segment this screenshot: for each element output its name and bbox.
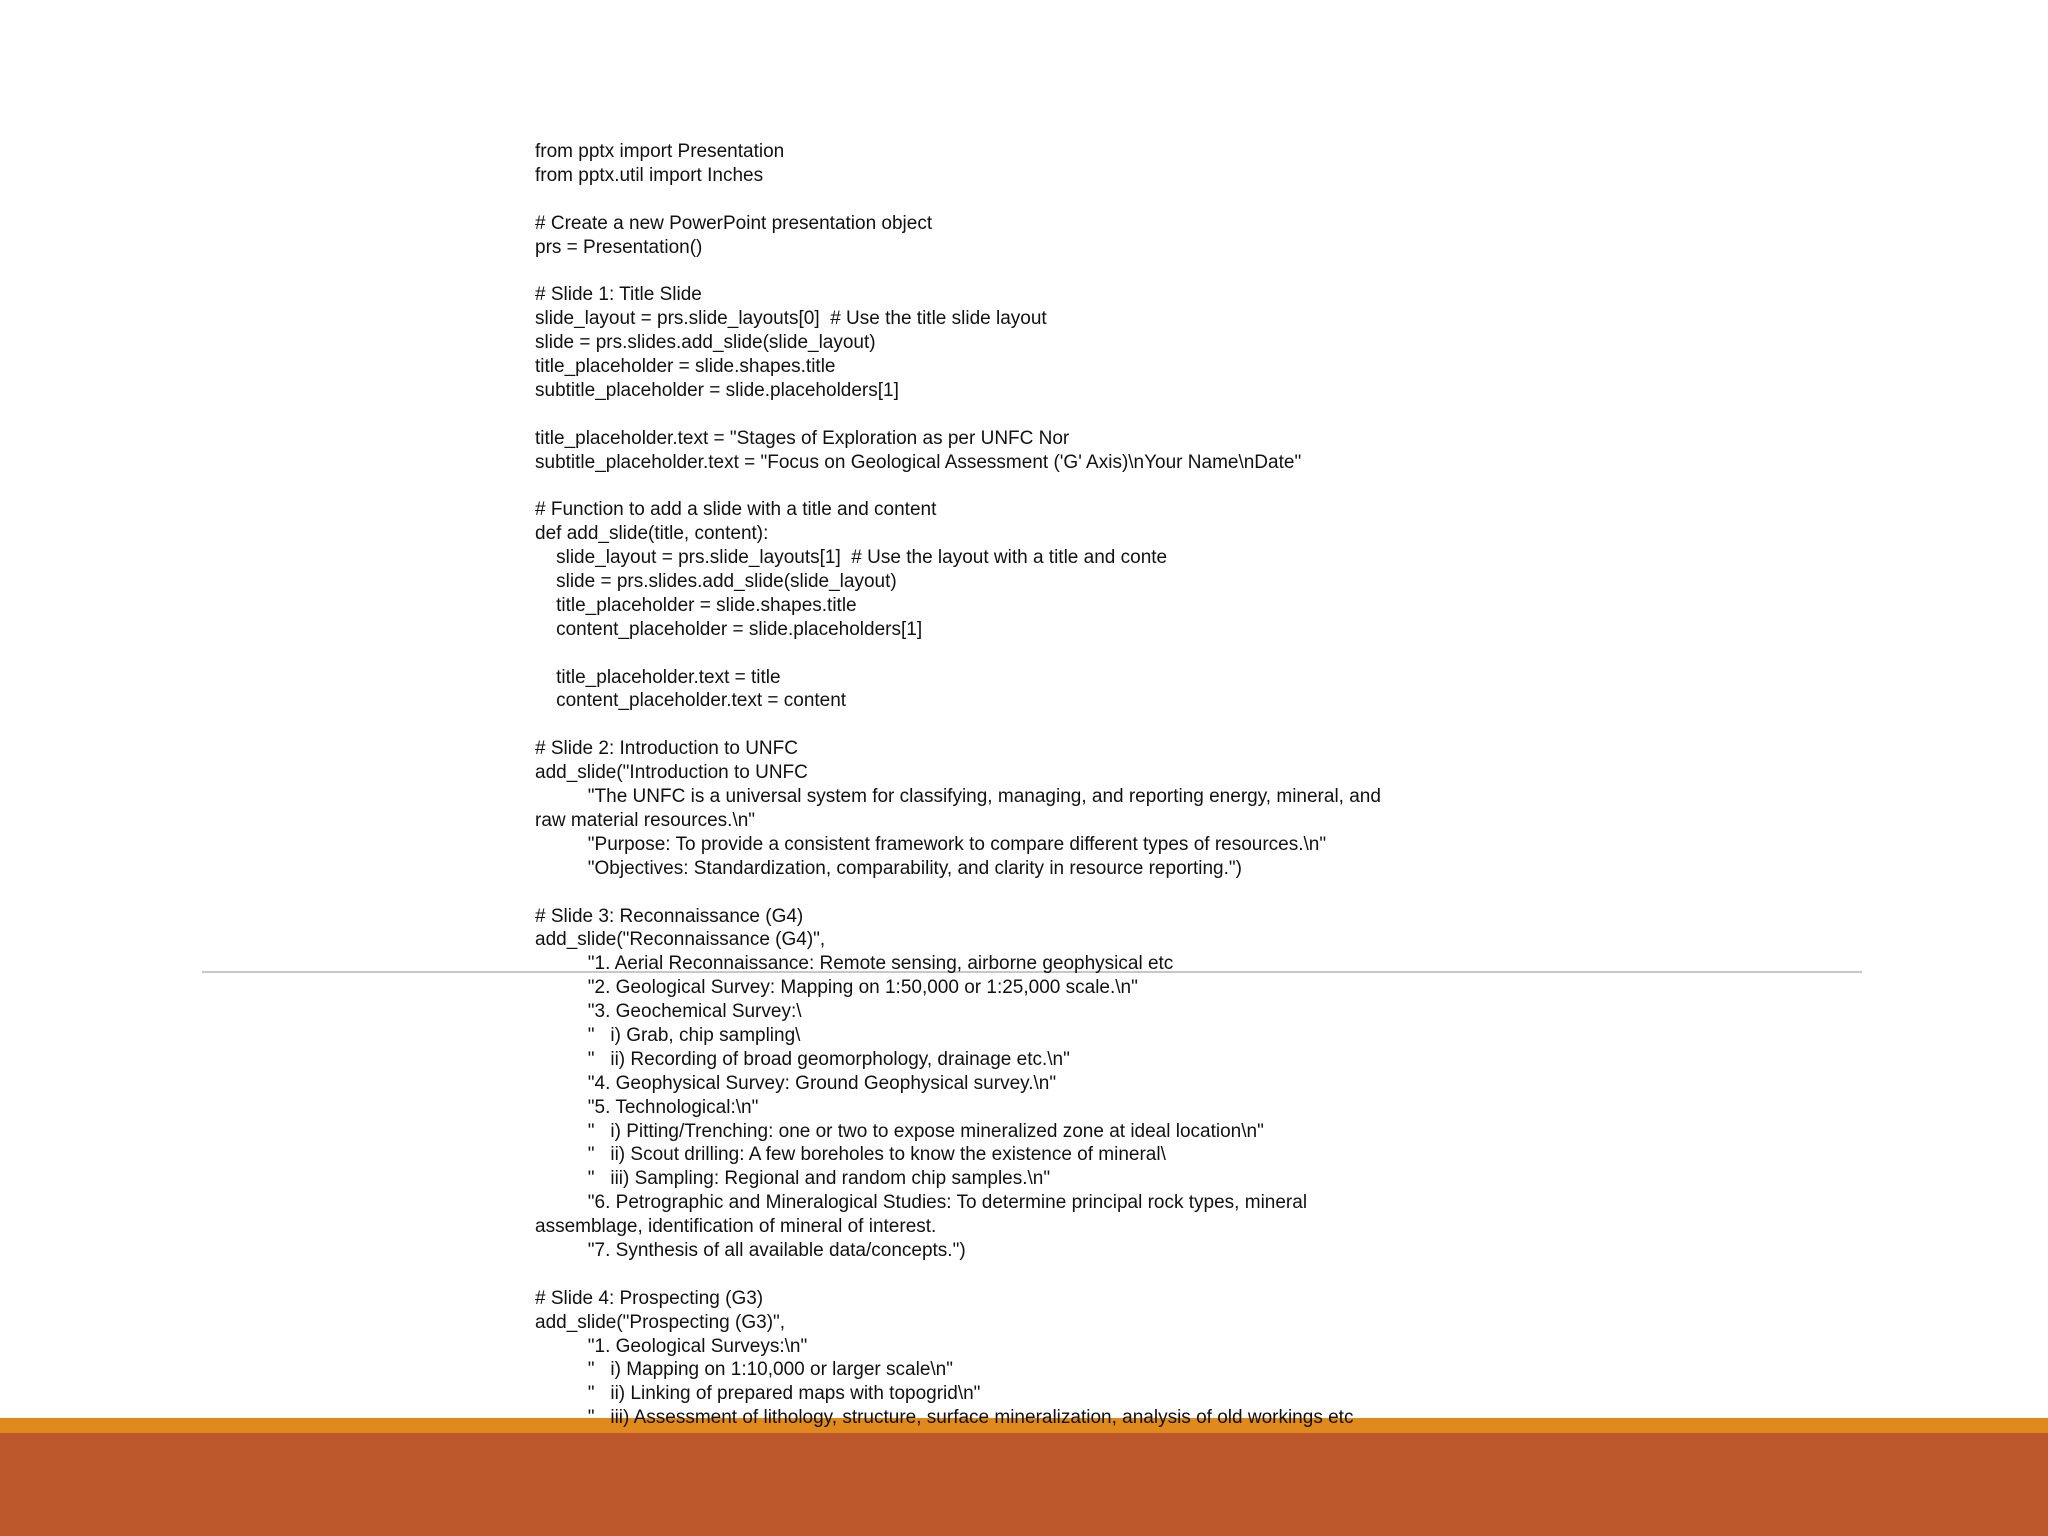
code-line: subtitle_placeholder = slide.placeholders[1] — [535, 379, 899, 401]
code-line: raw material resources.\n" — [535, 809, 756, 831]
code-line: title_placeholder = slide.shapes.title — [535, 356, 836, 378]
code-line: prs = Presentation() — [535, 236, 703, 258]
blank-line — [535, 474, 1535, 498]
code-line: "6. Petrographic and Mineralogical Studies: To determine principal rock types, mineral — [535, 1192, 1308, 1214]
code-line: # Create a new PowerPoint presentation object — [535, 212, 933, 234]
code-line: title_placeholder.text = title — [535, 666, 781, 688]
footer-band — [0, 1433, 2048, 1536]
blank-line — [535, 713, 1535, 737]
code-line: " i) Pitting/Trenching: one or two to expose mineralized zone at ideal location\n" — [535, 1120, 1264, 1142]
code-line: # Function to add a slide with a title and content — [535, 499, 937, 521]
code-line: " i) Grab, chip sampling\ — [535, 1024, 801, 1046]
code-line: slide = prs.slides.add_slide(slide_layout) — [535, 571, 897, 593]
code-line: "2. Geological Survey: Mapping on 1:50,000 or 1:25,000 scale.\n" — [535, 977, 1138, 999]
code-line: # Slide 3: Reconnaissance (G4) — [535, 905, 804, 927]
code-line: slide_layout = prs.slide_layouts[0] # Use the title slide layout — [535, 308, 1047, 330]
code-line: " ii) Recording of broad geomorphology, drainage etc.\n" — [535, 1048, 1070, 1070]
code-line: slide = prs.slides.add_slide(slide_layout) — [535, 332, 876, 354]
blank-line — [535, 881, 1535, 905]
blank-line — [535, 188, 1535, 212]
code-line: content_placeholder = slide.placeholders[1] — [535, 618, 923, 640]
blank-line — [535, 642, 1535, 666]
code-line: "3. Geochemical Survey:\ — [535, 1001, 802, 1023]
code-line: # Slide 2: Introduction to UNFC — [535, 738, 798, 760]
code-line: from pptx import Presentation — [535, 141, 785, 162]
blank-line — [535, 1263, 1535, 1287]
code-line: "7. Synthesis of all available data/concepts.") — [535, 1239, 966, 1261]
code-line: "1. Aerial Reconnaissance: Remote sensing, airborne geophysical etc — [535, 953, 1174, 975]
code-line: " iii) Assessment of lithology, structure, surface mineralization, analysis of old workings etc — [535, 1407, 1354, 1429]
blank-line — [535, 259, 1535, 283]
code-line: " iii) Sampling: Regional and random chip samples.\n" — [535, 1168, 1051, 1190]
code-line: # Slide 4: Prospecting (G3) — [535, 1287, 764, 1309]
code-line: add_slide("Prospecting (G3)", — [535, 1311, 786, 1333]
code-line: # Slide 1: Title Slide — [535, 284, 702, 306]
code-line: slide_layout = prs.slide_layouts[1] # Use the layout with a title and conte — [535, 547, 1168, 569]
code-line: content_placeholder.text = content — [535, 690, 847, 712]
code-line: " ii) Scout drilling: A few boreholes to know the existence of mineral\ — [535, 1144, 1166, 1166]
code-line: " i) Mapping on 1:10,000 or larger scale\n" — [535, 1359, 953, 1381]
blank-line — [535, 403, 1535, 427]
code-line: title_placeholder = slide.shapes.title — [535, 594, 857, 616]
code-line: " ii) Linking of prepared maps with topogrid\n" — [535, 1383, 981, 1405]
code-line: add_slide("Reconnaissance (G4)", — [535, 929, 826, 951]
code-text-block — [535, 140, 1535, 1430]
code-line: "1. Geological Surveys:\n" — [535, 1335, 808, 1357]
code-line: "Objectives: Standardization, comparability, and clarity in resource reporting.") — [535, 857, 1242, 879]
code-line: from pptx.util import Inches — [535, 164, 764, 186]
code-line: "4. Geophysical Survey: Ground Geophysical survey.\n" — [535, 1072, 1057, 1094]
code-line: "5. Technological:\n" — [535, 1096, 759, 1118]
code-line: assemblage, identification of mineral of interest. — [535, 1216, 937, 1238]
code-line: title_placeholder.text = "Stages of Exploration as per UNFC Nor — [535, 427, 1070, 449]
code-line: "Purpose: To provide a consistent framework to compare different types of resources.\n" — [535, 833, 1327, 855]
code-line: "The UNFC is a universal system for classifying, managing, and reporting energy, mineral, and — [535, 786, 1381, 808]
code-line: def add_slide(title, content): — [535, 523, 769, 545]
code-line: subtitle_placeholder.text = "Focus on Geological Assessment ('G' Axis)\nYour Name\nDate" — [535, 451, 1302, 473]
code-line: add_slide("Introduction to UNFC — [535, 762, 808, 784]
